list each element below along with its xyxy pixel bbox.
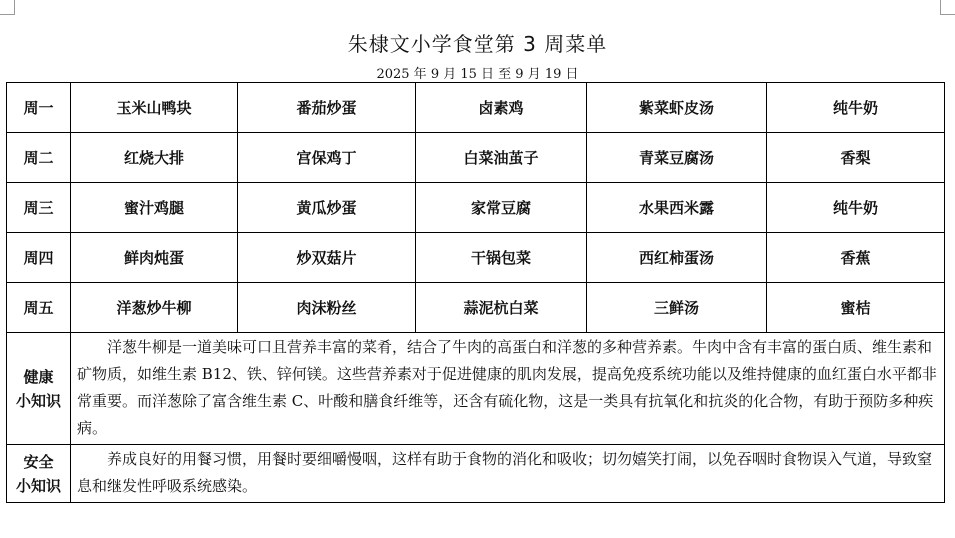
dish-cell: 蜜桔 xyxy=(767,283,945,333)
dish-cell: 玉米山鸭块 xyxy=(71,83,238,133)
menu-table xyxy=(6,82,945,503)
dish-cell: 香梨 xyxy=(767,133,945,183)
dish-cell: 青菜豆腐汤 xyxy=(587,133,767,183)
safety-tip-row xyxy=(7,445,945,503)
dish-cell: 鲜肉炖蛋 xyxy=(71,233,238,283)
dish-cell: 纯牛奶 xyxy=(767,183,945,233)
day-label: 周一 xyxy=(7,83,71,133)
health-tip-label-line1: 健康 xyxy=(23,367,54,386)
health-tip-label xyxy=(7,333,71,445)
dish-cell: 卤素鸡 xyxy=(416,83,587,133)
dish-cell: 干锅包菜 xyxy=(416,233,587,283)
dish-cell: 香蕉 xyxy=(767,233,945,283)
dish-cell: 洋葱炒牛柳 xyxy=(71,283,238,333)
date-range: 2025 年 9 月 15 日 至 9 月 19 日 xyxy=(376,67,579,82)
safety-tip-label-line2: 小知识 xyxy=(15,476,61,495)
dish-cell: 红烧大排 xyxy=(71,133,238,183)
health-tip-text: 洋葱牛柳是一道美味可口且营养丰富的菜肴，结合了牛肉的高蛋白和洋葱的多种营养素。牛肉中含有丰富的蛋白质、维生素和矿物质，如维生素 B12、铁、锌何镁。这些营养素对于促进健康的肌肉发展，提高免疫系统功能以及维持健康的血红蛋白水平都非常重要。而洋葱除了富含维生素 C、叶酸和膳食纤维等，还含有硫化物，这是一类具有抗氧化和抗炎的化合物，有助于预防多种疾病。 xyxy=(71,333,945,445)
dish-cell: 蜜汁鸡腿 xyxy=(71,183,238,233)
table-row-friday xyxy=(7,283,945,333)
day-label: 周五 xyxy=(7,283,71,333)
dish-cell: 炒双菇片 xyxy=(238,233,416,283)
dish-cell: 水果西米露 xyxy=(587,183,767,233)
safety-tip-label-line1: 安全 xyxy=(23,452,54,471)
dish-cell: 黄瓜炒蛋 xyxy=(238,183,416,233)
dish-cell: 宫保鸡丁 xyxy=(238,133,416,183)
table-row-tuesday xyxy=(7,133,945,183)
dish-cell: 白菜油茧子 xyxy=(416,133,587,183)
day-label: 周三 xyxy=(7,183,71,233)
dish-cell: 三鲜汤 xyxy=(587,283,767,333)
dish-cell: 蒜泥杭白菜 xyxy=(416,283,587,333)
page-corner-mark-left xyxy=(0,0,15,15)
health-tip-row xyxy=(7,333,945,445)
dish-cell: 紫菜虾皮汤 xyxy=(587,83,767,133)
table-row-thursday xyxy=(7,233,945,283)
dish-cell: 纯牛奶 xyxy=(767,83,945,133)
table-row-monday xyxy=(7,83,945,133)
table-row-wednesday xyxy=(7,183,945,233)
dish-cell: 家常豆腐 xyxy=(416,183,587,233)
safety-tip-text: 养成良好的用餐习惯，用餐时要细嚼慢咽，这样有助于食物的消化和吸收；切勿嬉笑打闹，以免吞咽时食物误入气道，导致窒息和继发性呼吸系统感染。 xyxy=(71,445,945,503)
page-corner-mark-right xyxy=(940,0,955,15)
day-label: 周二 xyxy=(7,133,71,183)
dish-cell: 西红柿蛋汤 xyxy=(587,233,767,283)
safety-tip-label xyxy=(7,445,71,503)
day-label: 周四 xyxy=(7,233,71,283)
page-title: 朱棣文小学食堂第 3 周菜单 xyxy=(347,32,608,56)
dish-cell: 肉沫粉丝 xyxy=(238,283,416,333)
health-tip-label-line2: 小知识 xyxy=(15,391,61,410)
dish-cell: 番茄炒蛋 xyxy=(238,83,416,133)
